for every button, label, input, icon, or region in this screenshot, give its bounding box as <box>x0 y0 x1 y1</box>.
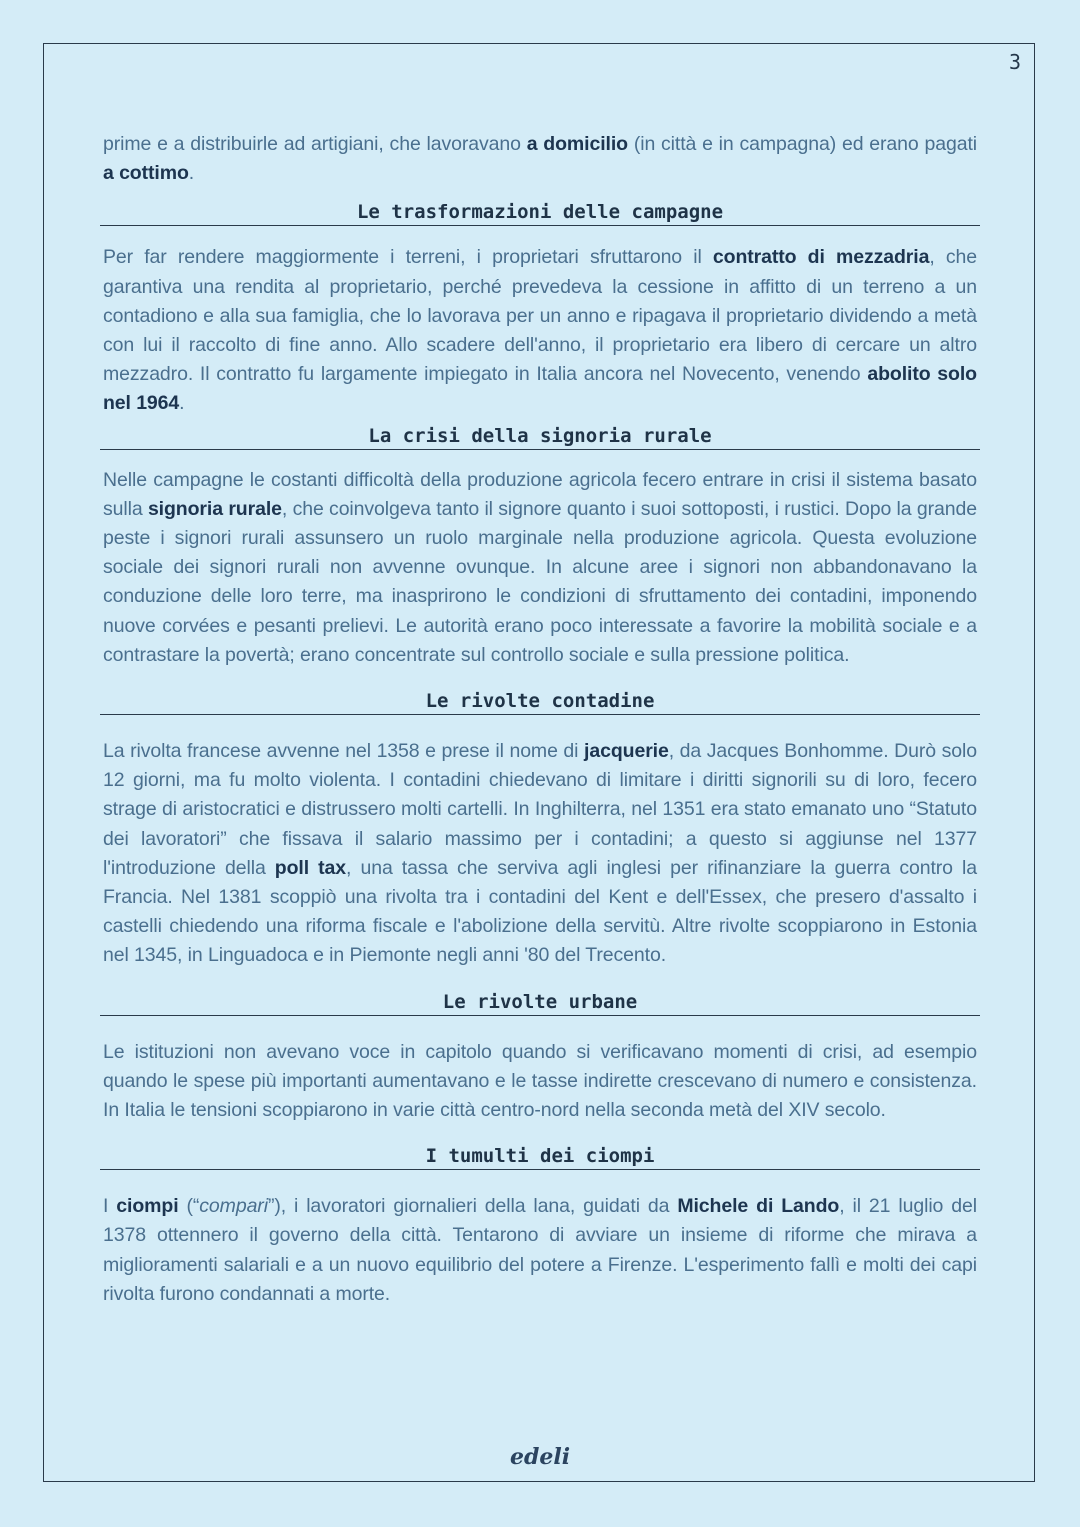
paragraph-rivolte-contadine: La rivolta francese avvenne nel 1358 e prese il nome di jacquerie, da Jacques Bonhomme. Durò solo 12 giorni, ma fu molto violenta. I contadini chiedevano di limitare i diritti signorili su di loro, fecero strage di aristocratici e distrussero molti cartelli. In Inghilterra, nel 1351 era stato emanato uno “Statuto dei lavoratori” che fissava il salario massimo per i contadini; a questo si aggiunse nel 1377 l'introduzione della poll tax, una tassa che serviva agli inglesi per rifinanziare la guerra contro la Francia. Nel 1381 scoppiò una rivolta tra i contadini del Kent e dell'Essex, che presero d'assalto i castelli chiedendo una riforma fiscale e l'abolizione della servitù. Altre rivolte scoppiarono in Estonia nel 1345, in Linguadoca e in Piemonte negli anni '80 del Trecento. <box>103 740 977 967</box>
paragraph-rivolte-urbane: Le istituzioni non avevano voce in capitolo quando si verificavano momenti di crisi, ad esempio quando le spese più importanti aumentavano e le tasse indirette crescevano di numero e consistenza. In Italia le tensioni scoppiarono in varie città centro-nord nella seconda metà del XIV secolo. <box>103 1040 977 1122</box>
section-title-rivolte-urbane: Le rivolte urbane <box>100 991 980 1016</box>
intro-paragraph: prime e a distribuirle ad artigiani, che lavoravano a domicilio (in città e in campagna) ed erano pagati a cottimo. <box>103 133 977 185</box>
footer-logo: edeli <box>509 1444 571 1470</box>
section-title-rivolte-contadine: Le rivolte contadine <box>100 690 980 715</box>
paragraph-ciompi: I ciompi (“compari”), i lavoratori giornalieri della lana, guidati da Michele di Lando, il 21 luglio del 1378 ottennero il governo della città. Tentarono di avviare un insieme di riforme che mirava a miglioramenti salariali e a un nuovo equilibrio del potere a Firenze. L'esperimento fallì e molti dei capi rivolta furono condannati a morte. <box>103 1195 977 1305</box>
page-number: 3 <box>1008 50 1021 74</box>
section-title-ciompi: I tumulti dei ciompi <box>100 1145 980 1170</box>
paragraph-signoria: Nelle campagne le costanti difficoltà della produzione agricola fecero entrare in crisi il sistema basato sulla signoria rurale, che coinvolgeva tanto il signore quanto i suoi sottoposti, i rustici. Dopo la grande peste i signori rurali assunsero un ruolo marginale nella produzione agricola. Questa evoluzione sociale dei signori rurali non avvenne ovunque. In alcune aree i signori non abbandonavano la conduzione delle loro terre, ma inasprirono le condizioni di sfruttamento dei contadini, imponendo nuove corvées e pesanti prelievi. Le autorità erano poco interessate a favorire la mobilità sociale e a contrastare la povertà; erano concentrate sul controllo sociale e sulla pressione politica. <box>103 468 977 666</box>
section-title-signoria: La crisi della signoria rurale <box>100 425 980 450</box>
section-title-trasformazioni: Le trasformazioni delle campagne <box>100 201 980 226</box>
page-content <box>103 130 977 1309</box>
paragraph-trasformazioni: Per far rendere maggiormente i terreni, i proprietari sfruttarono il contratto di mezzadria, che garantiva una rendita al proprietario, perché prevedeva la cessione in affitto di un terreno a un contadiono e alla sua famiglia, che lo lavorava per un anno e ripagava il proprietario dividendo a metà con lui il raccolto di fine anno. Allo scadere dell'anno, il proprietario era libero di cercare un altro mezzadro. Il contratto fu largamente impiegato in Italia ancora nel Novecento, venendo abolito solo nel 1964. <box>103 246 978 415</box>
